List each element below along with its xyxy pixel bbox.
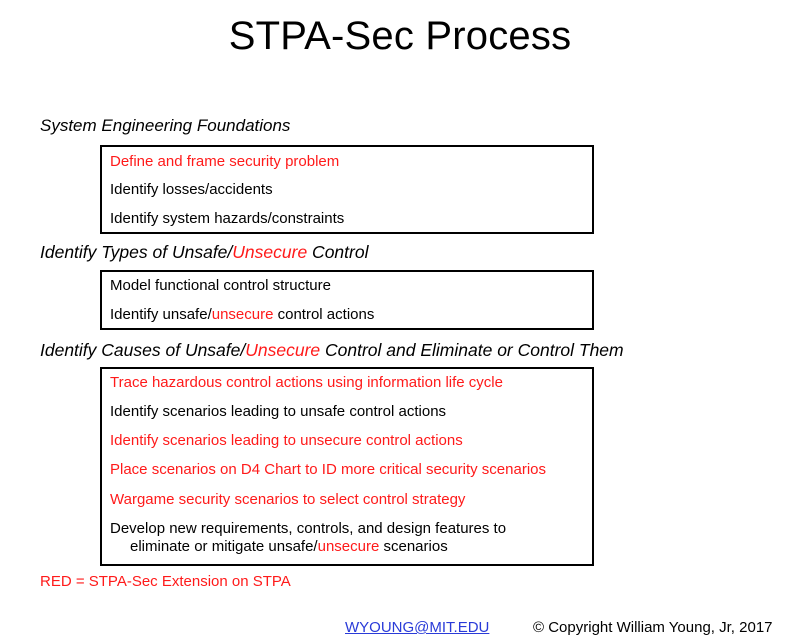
step-identify-hazards: Identify system hazards/constraints: [110, 210, 345, 227]
item-text: eliminate or mitigate unsafe/: [130, 538, 318, 555]
item-text: Identify unsafe/: [110, 306, 212, 323]
item-text: scenarios: [379, 538, 448, 555]
step-identify-losses: Identify losses/accidents: [110, 181, 273, 198]
step-unsafe-scenarios: Identify scenarios leading to unsafe control actions: [110, 403, 447, 420]
item-text: Develop new requirements, controls, and design features to: [110, 520, 507, 537]
section-heading-unsafe-control-types: [40, 242, 368, 263]
step-identify-unsafe-actions: [110, 306, 374, 324]
page-title: STPA-Sec Process: [228, 14, 572, 58]
foundations-box: [100, 145, 594, 234]
step-develop-requirements: [110, 520, 580, 556]
item-red-text: unsecure: [317, 538, 380, 555]
copyright-notice: © Copyright William Young, Jr, 2017: [533, 619, 773, 636]
step-d4-chart: Place scenarios on D4 Chart to ID more critical security scenarios: [110, 461, 546, 478]
heading-red-text: Unsecure: [245, 340, 321, 360]
heading-text: Control: [307, 242, 369, 262]
causes-box: [100, 367, 594, 566]
step-model-control-structure: Model functional control structure: [110, 277, 331, 294]
step-wargame: Wargame security scenarios to select control strategy: [110, 491, 466, 508]
heading-text: Identify Causes of Unsafe/: [40, 340, 246, 360]
step-trace-hazardous-actions: Trace hazardous control actions using information life cycle: [110, 374, 503, 391]
section-heading-causes: [40, 340, 624, 361]
item-continuation: [110, 538, 580, 556]
item-red-text: unsecure: [211, 306, 274, 323]
item-text: control actions: [273, 306, 375, 323]
legend-note: RED = STPA-Sec Extension on STPA: [40, 573, 291, 590]
email-link[interactable]: WYOUNG@MIT.EDU: [345, 619, 490, 636]
heading-text: Control and Eliminate or Control Them: [320, 340, 624, 360]
step-unsecure-scenarios: Identify scenarios leading to unsecure control actions: [110, 432, 463, 449]
step-define-frame-problem: Define and frame security problem: [110, 153, 340, 170]
heading-text: Identify Types of Unsafe/: [40, 242, 233, 262]
section-heading-foundations: System Engineering Foundations: [40, 116, 291, 135]
heading-red-text: Unsecure: [232, 242, 308, 262]
control-types-box: [100, 270, 594, 330]
